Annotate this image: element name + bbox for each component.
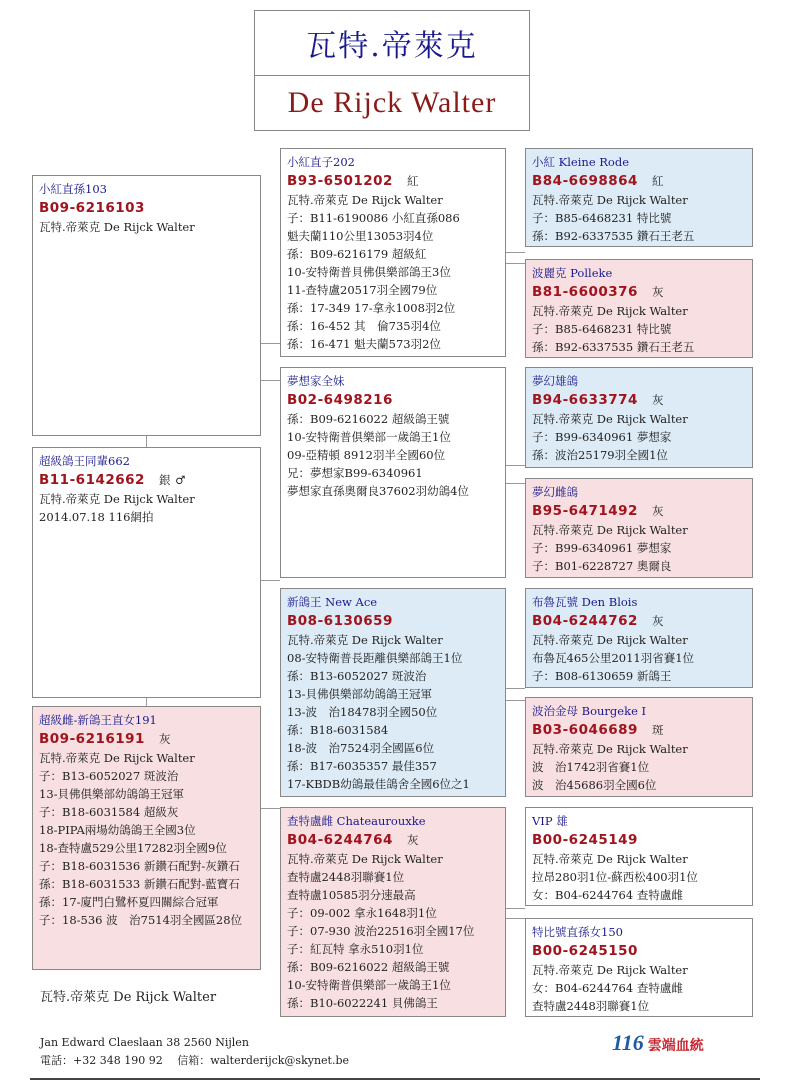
info-line: 子：B85-6468231 特比號 [532,211,672,225]
feather-color: 灰 [651,504,664,518]
feather-color: 灰 [651,614,664,628]
info-line: 2014.07.18 116網拍 [39,510,154,524]
info-line: 13-貝佛俱樂部幼鴿鴿王冠軍 [287,687,433,701]
connector-line [260,343,280,344]
ring-text: B09-6216191 [39,731,145,747]
connector-line [260,808,280,809]
info-line: 18-查特盧529公里17282羽全國9位 [39,841,227,855]
info-line: 孫：B92-6337535 鑽石王老五 [532,229,695,243]
pigeon-name: 夢幻雄鴿 [532,374,578,388]
info-line: 查特盧10585羽分速最高 [287,888,416,902]
ring-text: B95-6471492 [532,503,638,519]
pigeon-card-dam[interactable] [32,706,261,970]
pigeon-name: 波麗克 Polleke [532,266,613,280]
ring-number [532,171,746,191]
ring-number [532,282,746,302]
pigeon-name: 查特盧雌 Chateaurouxke [287,814,426,828]
ring-number [532,390,746,410]
info-line: 拉昂280羽1位-蘇西松400羽1位 [532,870,698,884]
info-line: 10-安特衛普貝佛俱樂部鴿王3位 [287,265,451,279]
info-line: 兄：夢想家B99-6340961 [287,466,423,480]
feather-color: 灰 [158,732,171,746]
pigeon-card-dam-sire[interactable] [280,588,506,797]
info-line: 孫：B18-6031533 新鑽石配對-藍寶石 [39,877,240,891]
info-line: 瓦特.帝萊克 De Rijck Walter [287,852,443,866]
info-line: 查特盧2448羽聯賽1位 [532,999,650,1013]
info-line: 孫：B17-6035357 最佳357 [287,759,437,773]
info-line: 子：B13-6052027 斑波治 [39,769,179,783]
ring-text: B81-6600376 [532,284,638,300]
connector-line [505,252,525,253]
ring-text: B04-6244762 [532,613,638,629]
ring-text: B93-6501202 [287,173,393,189]
feather-color: 灰 [651,393,664,407]
info-line: 子：07-930 波治22516羽全國17位 [287,924,475,938]
ring-number [287,611,499,631]
info-line: 孫：16-471 魁夫蘭573羽2位 [287,337,441,351]
info-line: 瓦特.帝萊克 De Rijck Walter [532,963,688,977]
pigeon-name: 新鴿王 New Ace [287,595,378,609]
info-line: 13-貝佛俱樂部幼鴿鴿王冠軍 [39,787,185,801]
info-line: 女：B04-6244764 查特盧雌 [532,981,683,995]
info-line: 孫：B18-6031584 [287,723,389,737]
info-line: 11-查特盧20517羽全國79位 [287,283,438,297]
info-line: 孫：B10-6022241 貝佛鴿王 [287,996,438,1010]
pigeon-name: 夢想家全妹 [287,374,345,388]
pigeon-card-ssd[interactable] [525,259,753,358]
feather-color: 紅 [651,174,664,188]
feather-color: 灰 [651,285,664,299]
ring-text: B11-6142662 [39,472,145,488]
info-line: 子：B99-6340961 夢想家 [532,430,672,444]
page-title-english [254,75,530,131]
info-line: 孫：B09-6216022 超級鴿王號 [287,960,450,974]
pigeon-card-sire-dam[interactable] [280,367,506,578]
info-line: 孫：B09-6216022 超級鴿王號 [287,412,450,426]
pigeon-name: 布魯瓦號 Den Blois [532,595,638,609]
info-line: 子：B85-6468231 特比號 [532,322,672,336]
page-title-chinese [254,10,530,75]
pigeon-card-dsd[interactable] [525,697,753,797]
logo-number: 116 [612,1030,644,1055]
ring-number [532,941,746,961]
info-line: 孫：B92-6337535 鑽石王老五 [532,340,695,354]
ring-number [287,830,499,850]
info-line: 夢想家直孫奧爾良37602羽幼鴿4位 [287,484,469,498]
info-line: 子：B01-6228727 奧爾良 [532,559,672,573]
info-line: 瓦特.帝萊克 De Rijck Walter [39,751,195,765]
info-line: 子：B08-6130659 新鴿王 [532,669,672,683]
info-line: 17-KBDB幼鴿最佳鴿舍全國6位之1 [287,777,470,791]
info-line: 18-波 治7524羽全國區6位 [287,741,435,755]
info-line: 布魯瓦465公里2011羽省賽1位 [532,651,695,665]
pigeon-name: 小紅 Kleine Rode [532,155,630,169]
pigeon-card-subject[interactable] [32,175,261,436]
feather-color: 銀 ♂ [158,473,186,487]
info-line: 子：B99-6340961 夢想家 [532,541,672,555]
feather-color: 灰 [406,833,419,847]
info-line: 瓦特.帝萊克 De Rijck Walter [287,633,443,647]
feather-color: 紅 [406,174,419,188]
info-line: 瓦特.帝萊克 De Rijck Walter [532,193,688,207]
info-line: 09-亞精頓 8912羽半全國60位 [287,448,446,462]
pigeon-name: 小紅直孫103 [39,182,107,196]
ring-text: B00-6245149 [532,832,638,848]
info-line: 08-安特衛普長距離俱樂部鴿王1位 [287,651,463,665]
info-line: 瓦特.帝萊克 De Rijck Walter [532,412,688,426]
info-line: 女：B04-6244764 查特盧雌 [532,888,683,902]
address-line: Jan Edward Claeslaan 38 2560 Nijlen [40,1036,249,1049]
ring-number [39,470,254,490]
ring-text: B00-6245150 [532,943,638,959]
ring-text: B94-6633774 [532,392,638,408]
contact-info [40,1034,349,1070]
info-line: 18-PIPA兩場幼鴿鴿王全國3位 [39,823,196,837]
info-line: 孫：波治25179羽全國1位 [532,448,668,462]
ring-text: B84-6698864 [532,173,638,189]
ring-number [532,830,746,850]
ring-number [532,720,746,740]
info-line: 瓦特.帝萊克 De Rijck Walter [39,492,195,506]
logo-text: 雲端血統 [647,1038,704,1054]
title-en-text: De Rijck Walter [287,86,497,119]
info-line: 波 治45686羽全國6位 [532,778,657,792]
ring-text: B08-6130659 [287,613,393,629]
connector-line [260,380,280,381]
info-line: 子：18-536 波 治7514羽全國區28位 [39,913,243,927]
pigeon-name: 夢幻雌鴿 [532,485,578,499]
ring-number [287,390,499,410]
pigeon-name: VIP 雄 [532,814,568,828]
ring-text: B02-6498216 [287,392,393,408]
pigeon-card-dam-dam[interactable] [280,807,506,1017]
info-line: 子：紅瓦特 拿永510羽1位 [287,942,424,956]
info-line: 孫：17-349 17-拿永1008羽2位 [287,301,456,315]
info-line: 13-波 治18478羽全國50位 [287,705,438,719]
info-line: 10-安特衛普俱樂部一歲鴿王1位 [287,978,451,992]
info-line: 瓦特.帝萊克 De Rijck Walter [532,523,688,537]
feather-color: 斑 [651,723,664,737]
info-line: 孫：16-452 其 倫735羽4位 [287,319,441,333]
pigeon-card-dss[interactable] [525,588,753,688]
pigeon-card-dds[interactable] [525,807,753,906]
ring-text: B04-6244764 [287,832,393,848]
info-line: 波 治1742羽省賽1位 [532,760,650,774]
info-line: 瓦特.帝萊克 De Rijck Walter [532,852,688,866]
pigeon-name: 超級鴿王同輩662 [39,454,130,468]
connector-line [505,483,525,484]
info-line: 查特盧2448羽聯賽1位 [287,870,405,884]
info-line: 瓦特.帝萊克 De Rijck Walter [532,633,688,647]
ring-text: B09-6216103 [39,200,145,216]
info-line: 孫：17-廈門白鷺杯夏四關綜合冠軍 [39,895,219,909]
info-line: 子：09-002 拿永1648羽1位 [287,906,437,920]
info-line: 魁夫蘭110公里13053羽4位 [287,229,434,243]
pigeon-name: 超級雌-新鴿王直女191 [39,713,157,727]
info-line: 孫：B09-6216179 超級紅 [287,247,427,261]
ring-text: B03-6046689 [532,722,638,738]
info-line: 瓦特.帝萊克 De Rijck Walter [532,742,688,756]
info-line: 瓦特.帝萊克 De Rijck Walter [39,220,195,234]
pigeon-card-sdd[interactable] [525,478,753,578]
connector-line [505,908,525,909]
info-line: 孫：B13-6052027 斑波治 [287,669,427,683]
connector-line [505,918,525,919]
ring-number [39,198,254,218]
pigeon-name: 小紅直子202 [287,155,355,169]
title-cn-text: 瓦特.帝萊克 [306,29,478,64]
pigeon-card-sss[interactable] [525,148,753,247]
owner-name: 瓦特.帝萊克 De Rijck Walter [40,990,217,1005]
pigeon-card-sire[interactable] [32,447,261,698]
connector-line [505,263,525,264]
info-line: 瓦特.帝萊克 De Rijck Walter [287,193,443,207]
connector-line [505,700,525,701]
ring-number [532,611,746,631]
connector-line [505,465,525,466]
connector-line [505,688,525,689]
ring-number [532,501,746,521]
info-line: 瓦特.帝萊克 De Rijck Walter [532,304,688,318]
bottom-divider [30,1078,760,1080]
pigeon-card-ddd[interactable] [525,918,753,1017]
pigeon-name: 特比號直孫女150 [532,925,623,939]
phone-email-line: 電話：+32 348 190 92 信箱：walterderijck@skynet.be [40,1054,350,1067]
ring-number [39,729,254,749]
ring-number [287,171,499,191]
info-line: 子：B11-6190086 小紅直孫086 [287,211,460,225]
pigeon-card-sire-sire[interactable] [280,148,506,357]
site-logo[interactable] [612,1030,722,1056]
info-line: 子：B18-6031536 新鑽石配對-灰鑽石 [39,859,240,873]
info-line: 子：B18-6031584 超級灰 [39,805,179,819]
connector-line [260,580,280,581]
info-line: 10-安特衛普俱樂部一歲鴿王1位 [287,430,451,444]
pigeon-card-sds[interactable] [525,367,753,468]
pigeon-name: 波治金母 Bourgeke I [532,704,647,718]
